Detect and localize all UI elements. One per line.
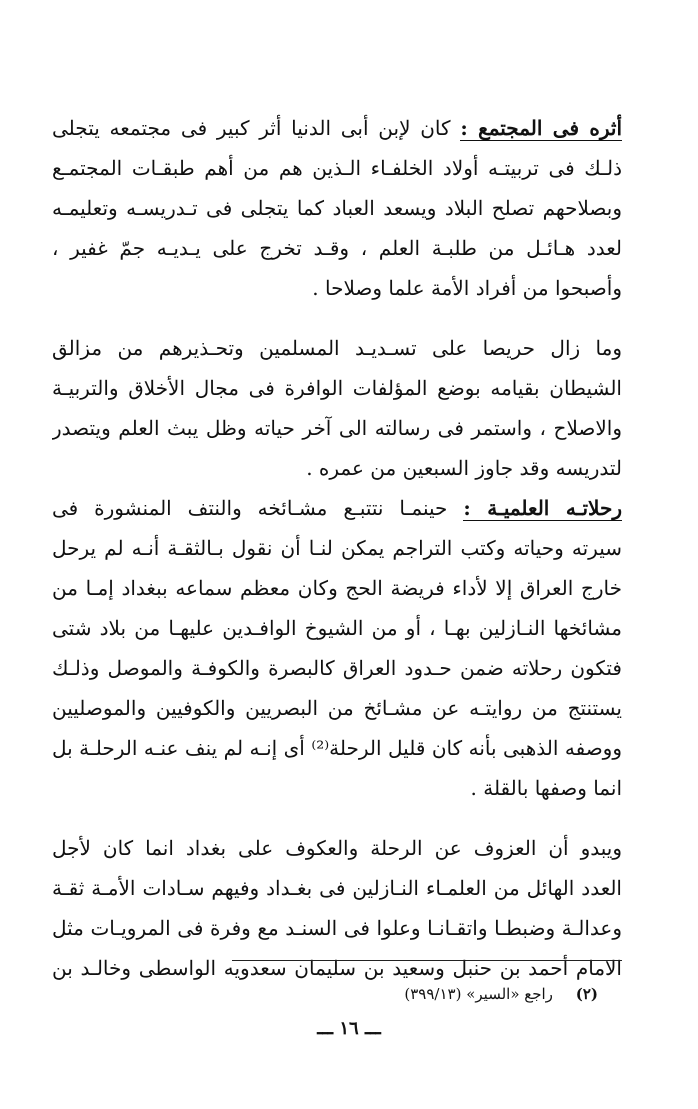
paragraph-line: الشيطان بقيامه بوضع المؤلفات الوافرة فى مجال الأخلاق والتربيـة <box>52 376 622 400</box>
paragraph-line: والاصلاح ، واستمر فى رسالته الى آخر حياته وظل يبث العلم ويتصدر <box>52 416 622 440</box>
paragraph-3-line-1 <box>52 488 622 528</box>
paragraph-line: وعدالـة وضبطـا واتقـانـا وعلوا فى السنـد مع وفرة فى المرويـات مثل <box>52 916 622 940</box>
page-body <box>52 108 622 988</box>
paragraph-line: انما وصفها بالقلة . <box>470 776 622 800</box>
footnote-number: (٢) <box>575 985 598 1003</box>
paragraph-line: ذلـك فى تربيتـه أولاد الخلفـاء الـذين هم من أهم طبقـات المجتمـع <box>52 156 622 180</box>
paragraph-line: سيرته وحياته وكتب التراجم يمكن لنـا أن نقول بـالثقـة أنـه لم يرحل <box>52 536 622 560</box>
section-heading-scholarly-travels: رحلاتـه العلميـة : <box>463 496 622 520</box>
paragraph-line: وبصلاحهم تصلح البلاد ويسعد العباد كما يتجلى فى تـدريسـه وتعليمـه <box>52 196 622 220</box>
paragraph-line: فتكون رحلاته ضمن حـدود العراق كالبصرة والكوفـة والموصل وذلـك <box>52 656 622 680</box>
paragraph-line: العدد الهائل من العلمـاء النـازلين فى بغـداد وفيهم سـادات الأمـة ثقـة <box>52 876 622 900</box>
paragraph-spacer <box>52 808 622 828</box>
footnote <box>404 982 598 1006</box>
paragraph-line: خارج العراق إلا لأداء فريضة الحج وكان معظم سماعه ببغداد إمـا من <box>52 576 622 600</box>
paragraph-line: مشائخها النـازلين بهـا ، أو من الشيوخ الوافـدين عليهـا من بلاد شتى <box>52 616 622 640</box>
paragraph-line: لتدريسه وقد جاوز السبعين من عمره . <box>306 456 622 480</box>
paragraph-line: الامام أحمد بن حنبل وسعيد بن سليمان سعدويه الواسطى وخالـد بن <box>52 956 622 980</box>
paragraph-line: ويبدو أن العزوف عن الرحلة والعكوف على بغداد انما كان لأجل <box>52 836 622 860</box>
paragraph-spacer <box>52 308 622 328</box>
footnote-text: راجع «السير» (٣٩٩/١٣) <box>404 985 553 1003</box>
paragraph-line: وأصبحوا من أفراد الأمة علما وصلاحا . <box>312 276 622 300</box>
paragraph-line: وما زال حريصا على تسـديـد المسلمين وتحـذيرهم من مزالق <box>52 336 622 360</box>
paragraph-line: يستنتج من روايتـه عن مشـائخ من البصريين والكوفيين والموصليين <box>52 696 622 720</box>
section-heading-social-impact: أثره فى المجتمع : <box>460 116 622 140</box>
footnote-divider <box>232 960 622 961</box>
paragraph-1-line-1 <box>52 108 622 148</box>
paragraph-line: لعدد هـائـل من طلبـة العلم ، وقـد تخرج على يـديـه جمّ غفير ، <box>52 236 622 260</box>
paragraph-text: حينمـا نتتبـع مشـائخه والنتف المنشورة فى <box>52 496 448 520</box>
page-number: ـــ ١٦ ـــ <box>317 1018 381 1039</box>
paragraph-text: كان لإبن أبى الدنيا أثر كبير فى مجتمعه يتجلى <box>52 116 451 140</box>
paragraph-line: ووصفه الذهبى بأنه كان قليل الرحلة⁽²⁾ أى إنـه لم ينف عنـه الرحلـة بل <box>52 736 622 760</box>
